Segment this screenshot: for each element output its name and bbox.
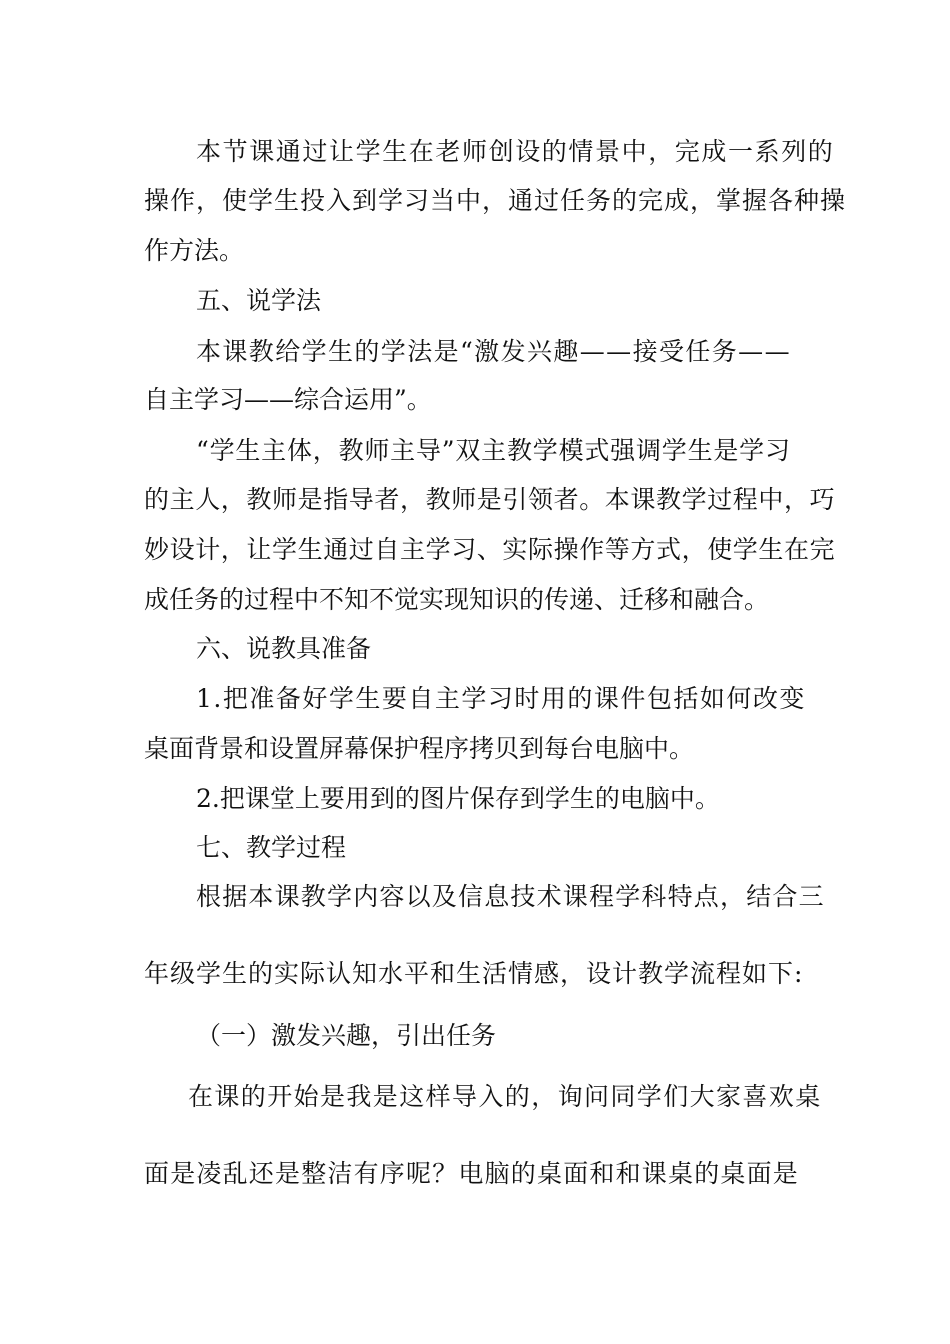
paragraph-line: 的主人，教师是指导者，教师是引领者。本课教学过程中，巧 [144,485,836,514]
section-heading: 五、说学法 [196,286,322,315]
section-heading: 六、说教具准备 [196,634,372,663]
paragraph-line: 在课的开始是我是这样导入的，询问同学们大家喜欢桌 [188,1082,822,1111]
paragraph-line: 年级学生的实际认知水平和生活情感，设计教学流程如下: [144,959,804,988]
paragraph-line: 1.把准备好学生要自主学习时用的课件包括如何改变 [196,684,806,713]
section-heading: 七、教学过程 [196,833,347,862]
section-heading: （一）激发兴趣，引出任务 [196,1021,497,1050]
paragraph-line: 桌面背景和设置屏幕保护程序拷贝到每台电脑中。 [144,734,695,763]
paragraph-line: 成任务的过程中不知不觉实现知识的传递、迁移和融合。 [144,585,770,614]
paragraph-line: “学生主体，教师主导”双主教学模式强调学生是学习 [196,436,791,465]
paragraph-line: 根据本课教学内容以及信息技术课程学科特点，结合三 [196,882,825,911]
paragraph-line: 本节课通过让学生在老师创设的情景中，完成一系列的 [196,137,835,166]
paragraph-line: 操作，使学生投入到学习当中，通过任务的完成，掌握各种操 [144,186,847,215]
paragraph-line: 作方法。 [144,236,245,265]
paragraph-line: 妙设计，让学生通过自主学习、实际操作等方式，使学生在完 [144,535,836,564]
paragraph-line: 2.把课堂上要用到的图片保存到学生的电脑中。 [196,784,720,813]
paragraph-line: 面是凌乱还是整洁有序呢？电脑的桌面和和课桌的桌面是 [144,1159,800,1188]
paragraph-line: 本课教给学生的学法是“激发兴趣——接受任务—— [196,337,791,366]
paragraph-line: 自主学习——综合运用”。 [144,385,432,414]
